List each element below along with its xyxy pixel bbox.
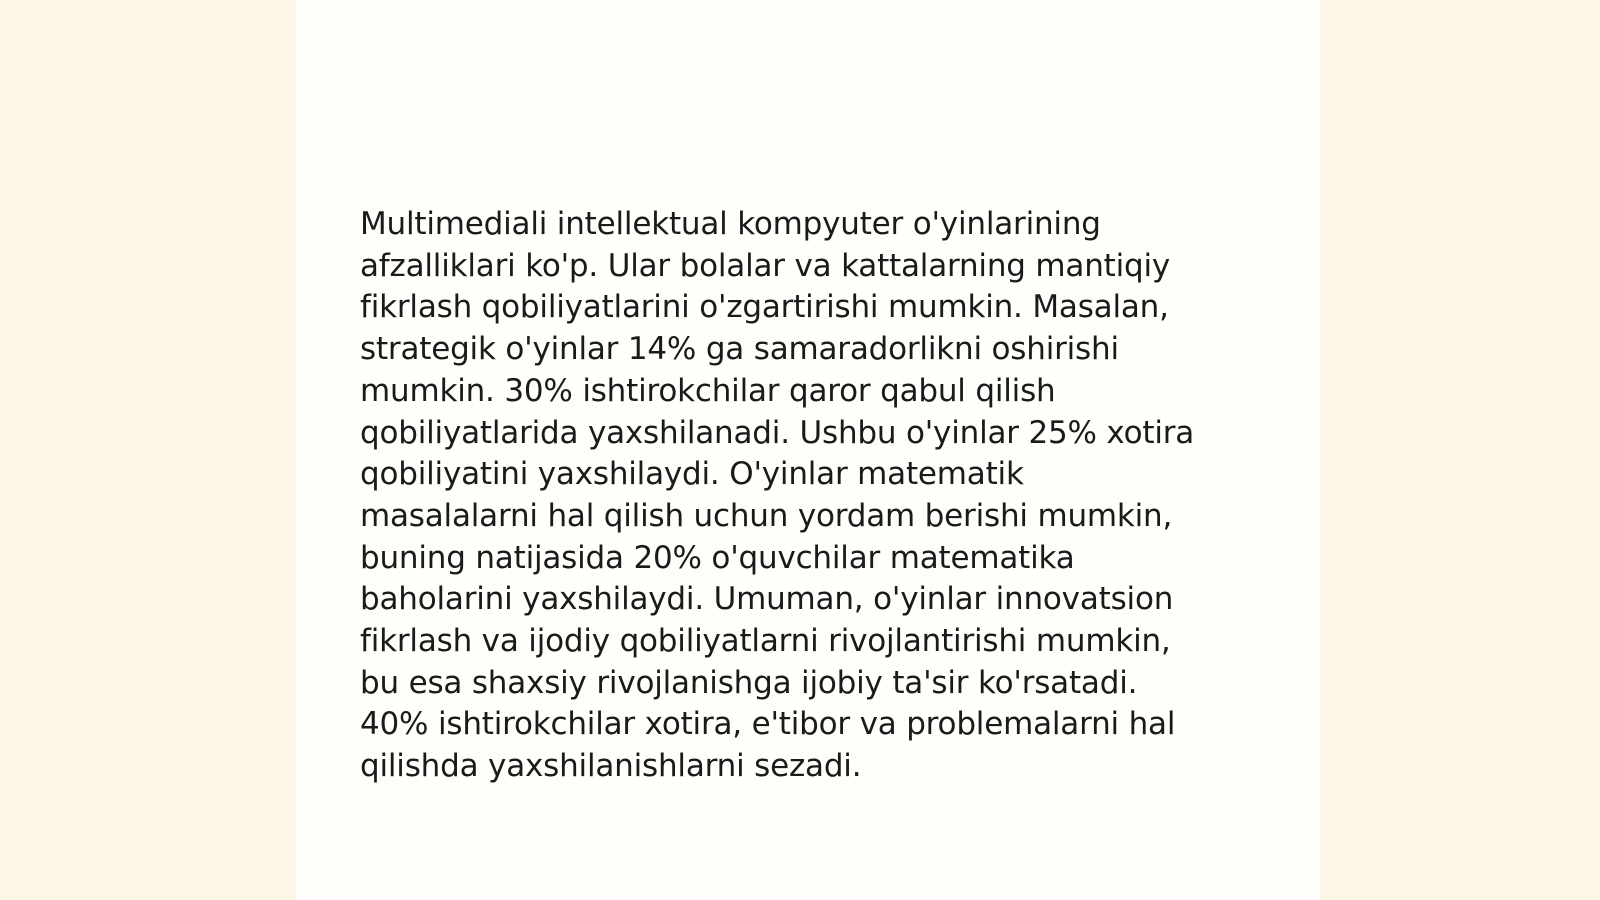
document-page bbox=[296, 0, 1320, 900]
body-paragraph: Multimediali intellektual kompyuter o'yinlarining afzalliklari ko'p. Ular bolalar va kattalarning mantiqiy fikrlash qobiliyatlarini o'zgartirishi mumkin. Masalan, strategik o'yinlar 14% ga samaradorlikni oshirishi mumkin. 30% ishtirokchilar qaror qabul qilish qobiliyatlarida yaxshilanadi. Ushbu o'yinlar 25% xotira qobiliyatini yaxshilaydi. O'yinlar matematik masalalarni hal qilish uchun yordam berishi mumkin, buning natijasida 20% o'quvchilar matematika baholarini yaxshilaydi. Umuman, o'yinlar innovatsion fikrlash va ijodiy qobiliyatlarni rivojlantirishi mumkin, bu esa shaxsiy rivojlanishga ijobiy ta'sir ko'rsatadi. 40% ishtirokchilar xotira, e'tibor va problemalarni hal qilishda yaxshilanishlarni sezadi. bbox=[360, 206, 1195, 785]
